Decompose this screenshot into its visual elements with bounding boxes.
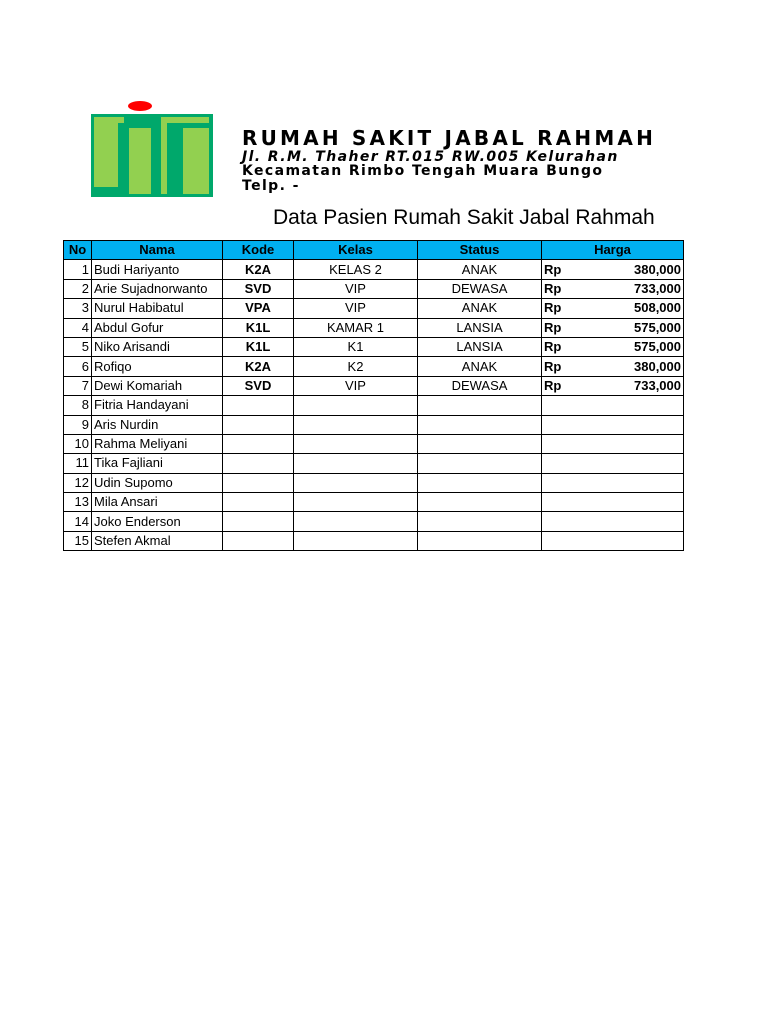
cell-harga[interactable] [542, 357, 684, 376]
cell-harga[interactable] [542, 434, 684, 453]
cell-kelas[interactable]: K1 [294, 337, 418, 356]
cell-nama[interactable]: Nurul Habibatul [92, 299, 223, 318]
cell-nama[interactable]: Rofiqo [92, 357, 223, 376]
cell-harga[interactable] [542, 337, 684, 356]
cell-nama[interactable]: Stefen Akmal [92, 531, 223, 550]
table-row [64, 337, 684, 356]
cell-kelas[interactable] [294, 415, 418, 434]
cell-kode[interactable] [223, 415, 294, 434]
cell-nama[interactable]: Aris Nurdin [92, 415, 223, 434]
cell-kode[interactable] [223, 531, 294, 550]
hospital-logo [91, 100, 213, 197]
cell-kode[interactable] [223, 493, 294, 512]
cell-nama[interactable]: Mila Ansari [92, 493, 223, 512]
harga-amount: 380,000 [634, 261, 681, 277]
cell-kelas[interactable] [294, 512, 418, 531]
table-row [64, 279, 684, 298]
cell-no[interactable]: 9 [64, 415, 92, 434]
harga-value [544, 377, 681, 395]
cell-nama[interactable]: Udin Supomo [92, 473, 223, 492]
cell-no[interactable]: 14 [64, 512, 92, 531]
cell-no[interactable]: 10 [64, 434, 92, 453]
cell-harga[interactable] [542, 376, 684, 395]
table-header-row [64, 241, 684, 260]
cell-no[interactable]: 4 [64, 318, 92, 337]
cell-status[interactable] [418, 531, 542, 550]
sheet-title: Data Pasien Rumah Sakit Jabal Rahmah [273, 206, 655, 229]
cell-harga[interactable] [542, 454, 684, 473]
cell-nama[interactable]: Dewi Komariah [92, 376, 223, 395]
cell-no[interactable]: 2 [64, 279, 92, 298]
table-row [64, 318, 684, 337]
cell-nama[interactable]: Budi Hariyanto [92, 260, 223, 279]
cell-status[interactable]: ANAK [418, 357, 542, 376]
cell-kode[interactable]: K1L [223, 337, 294, 356]
table-row [64, 454, 684, 473]
cell-nama[interactable]: Tika Fajliani [92, 454, 223, 473]
table-row [64, 260, 684, 279]
cell-harga[interactable] [542, 260, 684, 279]
cell-nama[interactable]: Fitria Handayani [92, 396, 223, 415]
harga-value [544, 358, 681, 376]
cell-no[interactable]: 1 [64, 260, 92, 279]
cell-kelas[interactable] [294, 434, 418, 453]
cell-kode[interactable]: K2A [223, 260, 294, 279]
cell-no[interactable]: 7 [64, 376, 92, 395]
cell-harga[interactable] [542, 415, 684, 434]
cell-harga[interactable] [542, 531, 684, 550]
cell-kode[interactable]: K1L [223, 318, 294, 337]
table-body [64, 260, 684, 551]
table-row [64, 493, 684, 512]
cell-no[interactable]: 15 [64, 531, 92, 550]
currency-label: Rp [544, 300, 562, 316]
cell-kode[interactable] [223, 512, 294, 531]
cell-status[interactable] [418, 434, 542, 453]
col-header-kelas[interactable]: Kelas [294, 241, 418, 260]
harga-value [544, 338, 681, 356]
address-line-2: Kecamatan Rimbo Tengah Muara Bungo [242, 163, 604, 179]
cell-nama[interactable]: Niko Arisandi [92, 337, 223, 356]
cell-kode[interactable]: SVD [223, 279, 294, 298]
cell-status[interactable] [418, 454, 542, 473]
currency-label: Rp [544, 358, 562, 374]
currency-label: Rp [544, 280, 562, 296]
table-row [64, 531, 684, 550]
cell-no[interactable]: 3 [64, 299, 92, 318]
cell-no[interactable]: 6 [64, 357, 92, 376]
table-row [64, 396, 684, 415]
cell-status[interactable] [418, 396, 542, 415]
table-row [64, 512, 684, 531]
cell-no[interactable]: 5 [64, 337, 92, 356]
currency-label: Rp [544, 261, 562, 277]
cell-status[interactable] [418, 473, 542, 492]
cell-kelas[interactable] [294, 396, 418, 415]
cell-harga[interactable] [542, 493, 684, 512]
cell-kelas[interactable]: VIP [294, 279, 418, 298]
cell-harga[interactable] [542, 396, 684, 415]
cell-no[interactable]: 8 [64, 396, 92, 415]
cell-no[interactable]: 12 [64, 473, 92, 492]
table-row [64, 357, 684, 376]
cell-kelas[interactable] [294, 454, 418, 473]
cell-no[interactable]: 11 [64, 454, 92, 473]
cell-status[interactable]: DEWASA [418, 376, 542, 395]
cell-status[interactable]: DEWASA [418, 279, 542, 298]
harga-amount: 575,000 [634, 339, 681, 355]
cell-kelas[interactable]: KELAS 2 [294, 260, 418, 279]
cell-harga[interactable] [542, 318, 684, 337]
harga-amount: 508,000 [634, 300, 681, 316]
cell-nama[interactable]: Rahma Meliyani [92, 434, 223, 453]
cell-kelas[interactable]: VIP [294, 376, 418, 395]
cell-kode[interactable] [223, 454, 294, 473]
cell-status[interactable] [418, 493, 542, 512]
harga-amount: 575,000 [634, 319, 681, 335]
harga-value [544, 280, 681, 298]
table-row [64, 299, 684, 318]
cell-status[interactable] [418, 415, 542, 434]
cell-kelas[interactable]: KAMAR 1 [294, 318, 418, 337]
cell-kode[interactable]: SVD [223, 376, 294, 395]
address-line-1: Jl. R.M. Thaher RT.015 RW.005 Kelurahan [242, 149, 619, 165]
table-row [64, 434, 684, 453]
cell-kode[interactable] [223, 396, 294, 415]
col-header-kode[interactable]: Kode [223, 241, 294, 260]
cell-status[interactable]: LANSIA [418, 318, 542, 337]
cell-kode[interactable]: K2A [223, 357, 294, 376]
col-header-status[interactable]: Status [418, 241, 542, 260]
phone-line: Telp. - [242, 178, 300, 194]
table-row [64, 415, 684, 434]
cell-kode[interactable] [223, 434, 294, 453]
currency-label: Rp [544, 319, 562, 335]
cell-harga[interactable] [542, 512, 684, 531]
cell-kelas[interactable] [294, 531, 418, 550]
harga-amount: 733,000 [634, 377, 681, 393]
cell-kelas[interactable] [294, 473, 418, 492]
cell-status[interactable] [418, 512, 542, 531]
cell-status[interactable]: ANAK [418, 299, 542, 318]
cell-kode[interactable] [223, 473, 294, 492]
cell-harga[interactable] [542, 299, 684, 318]
cell-harga[interactable] [542, 279, 684, 298]
currency-label: Rp [544, 339, 562, 355]
cell-kelas[interactable]: K2 [294, 357, 418, 376]
cell-status[interactable]: ANAK [418, 260, 542, 279]
harga-value [544, 261, 681, 279]
cell-kelas[interactable]: VIP [294, 299, 418, 318]
patients-table [63, 240, 684, 551]
col-header-nama[interactable]: Nama [92, 241, 223, 260]
harga-value [544, 299, 681, 317]
cell-no[interactable]: 13 [64, 493, 92, 512]
cell-nama[interactable]: Arie Sujadnorwanto [92, 279, 223, 298]
hospital-name: RUMAH SAKIT JABAL RAHMAH [242, 126, 657, 150]
cell-kode[interactable]: VPA [223, 299, 294, 318]
harga-amount: 380,000 [634, 358, 681, 374]
harga-value [544, 319, 681, 337]
cell-harga[interactable] [542, 473, 684, 492]
cell-nama[interactable]: Joko Enderson [92, 512, 223, 531]
cell-status[interactable]: LANSIA [418, 337, 542, 356]
currency-label: Rp [544, 377, 562, 393]
table-row [64, 473, 684, 492]
harga-amount: 733,000 [634, 280, 681, 296]
table-row [64, 376, 684, 395]
cell-nama[interactable]: Abdul Gofur [92, 318, 223, 337]
cell-kelas[interactable] [294, 493, 418, 512]
col-header-harga[interactable]: Harga [542, 241, 684, 260]
col-header-no[interactable]: No [64, 241, 92, 260]
